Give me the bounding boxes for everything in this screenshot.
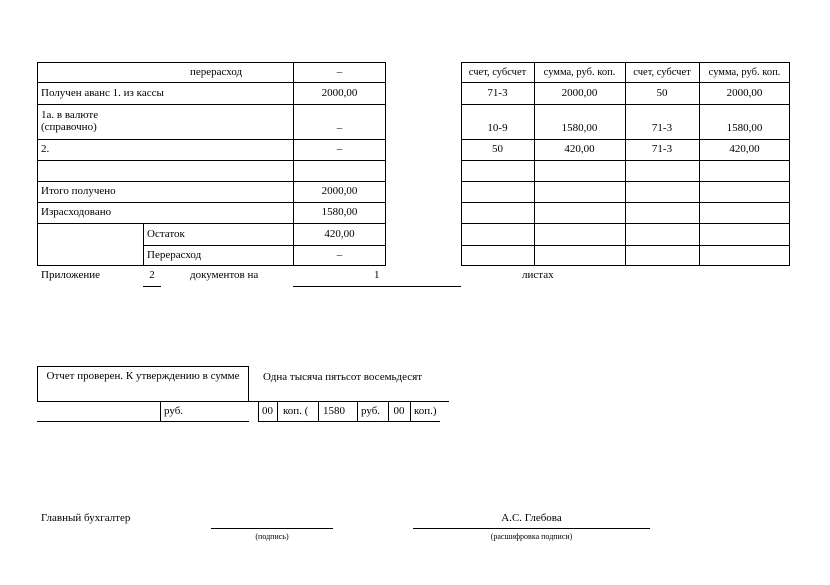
attachment-label: Приложение bbox=[41, 269, 101, 281]
advance-from-cash-label: Получен аванс 1. из кассы bbox=[41, 87, 164, 99]
rub-label-2: руб. bbox=[361, 405, 381, 417]
documents-label: документов на bbox=[190, 269, 259, 281]
amount-number: 1580 bbox=[323, 405, 345, 417]
signer-name: А.С. Глебова bbox=[501, 512, 562, 524]
entry-cell: 1580,00 bbox=[561, 122, 598, 134]
currency-value: – bbox=[336, 122, 343, 134]
overspend-header-value: – bbox=[336, 66, 343, 78]
balance-label: Остаток bbox=[147, 228, 185, 240]
entry-cell: 71-3 bbox=[487, 87, 508, 99]
kop-close-label: коп.) bbox=[414, 405, 437, 417]
currency-label-line1: 1а. в валюте bbox=[41, 109, 99, 121]
currency-label-line2: (справочно) bbox=[41, 121, 97, 133]
entry-cell: 71-3 bbox=[651, 122, 673, 134]
entry-cell: 50 bbox=[656, 87, 668, 99]
chief-accountant-title: Главный бухгалтер bbox=[41, 512, 131, 524]
header-amount-credit: сумма, руб. коп. bbox=[708, 67, 781, 78]
spent-value: 1580,00 bbox=[321, 206, 358, 218]
sheets-count: 1 bbox=[374, 269, 380, 281]
entry-cell: 10-9 bbox=[487, 122, 508, 134]
rub-label: руб. bbox=[164, 405, 184, 417]
header-account-debit: счет, субсчет bbox=[468, 67, 527, 78]
overspend-label: Перерасход bbox=[147, 249, 202, 261]
overspend-value: – bbox=[336, 249, 343, 261]
kop-open-label: коп. ( bbox=[283, 405, 309, 417]
sheets-label: листах bbox=[522, 269, 554, 281]
signature-caption: (подпись) bbox=[255, 532, 289, 541]
overspend-header-label: перерасход bbox=[190, 66, 243, 78]
balance-value: 420,00 bbox=[324, 228, 355, 240]
entry-cell: 2000,00 bbox=[726, 87, 763, 99]
entry-cell: 50 bbox=[492, 143, 503, 155]
row-2-label: 2. bbox=[41, 143, 50, 155]
kop-value: 00 bbox=[262, 405, 273, 417]
name-decode-line bbox=[413, 528, 650, 529]
header-account-credit: счет, субсчет bbox=[633, 67, 691, 78]
entry-cell: 420,00 bbox=[564, 143, 595, 155]
name-decode-caption: (расшифровка подписи) bbox=[490, 532, 573, 541]
spent-label: Израсходовано bbox=[41, 206, 112, 218]
entry-cell: 1580,00 bbox=[726, 122, 763, 134]
signature-line bbox=[211, 528, 333, 529]
kop-value-2: 00 bbox=[393, 405, 405, 417]
attachment-count: 2 bbox=[149, 269, 155, 281]
entry-cell: 71-3 bbox=[651, 143, 673, 155]
total-received-value: 2000,00 bbox=[321, 185, 358, 197]
amount-in-words: Одна тысяча пятьсот восемьдесят bbox=[263, 371, 423, 383]
total-received-label: Итого получено bbox=[41, 185, 116, 197]
row-2-value: – bbox=[336, 143, 343, 155]
entry-cell: 2000,00 bbox=[561, 87, 598, 99]
approval-box-text: Отчет проверен. К утверждению в сумме bbox=[46, 370, 240, 382]
entry-cell: 420,00 bbox=[729, 143, 760, 155]
header-amount-debit: сумма, руб. коп. bbox=[543, 67, 616, 78]
advance-from-cash-value: 2000,00 bbox=[321, 87, 358, 99]
